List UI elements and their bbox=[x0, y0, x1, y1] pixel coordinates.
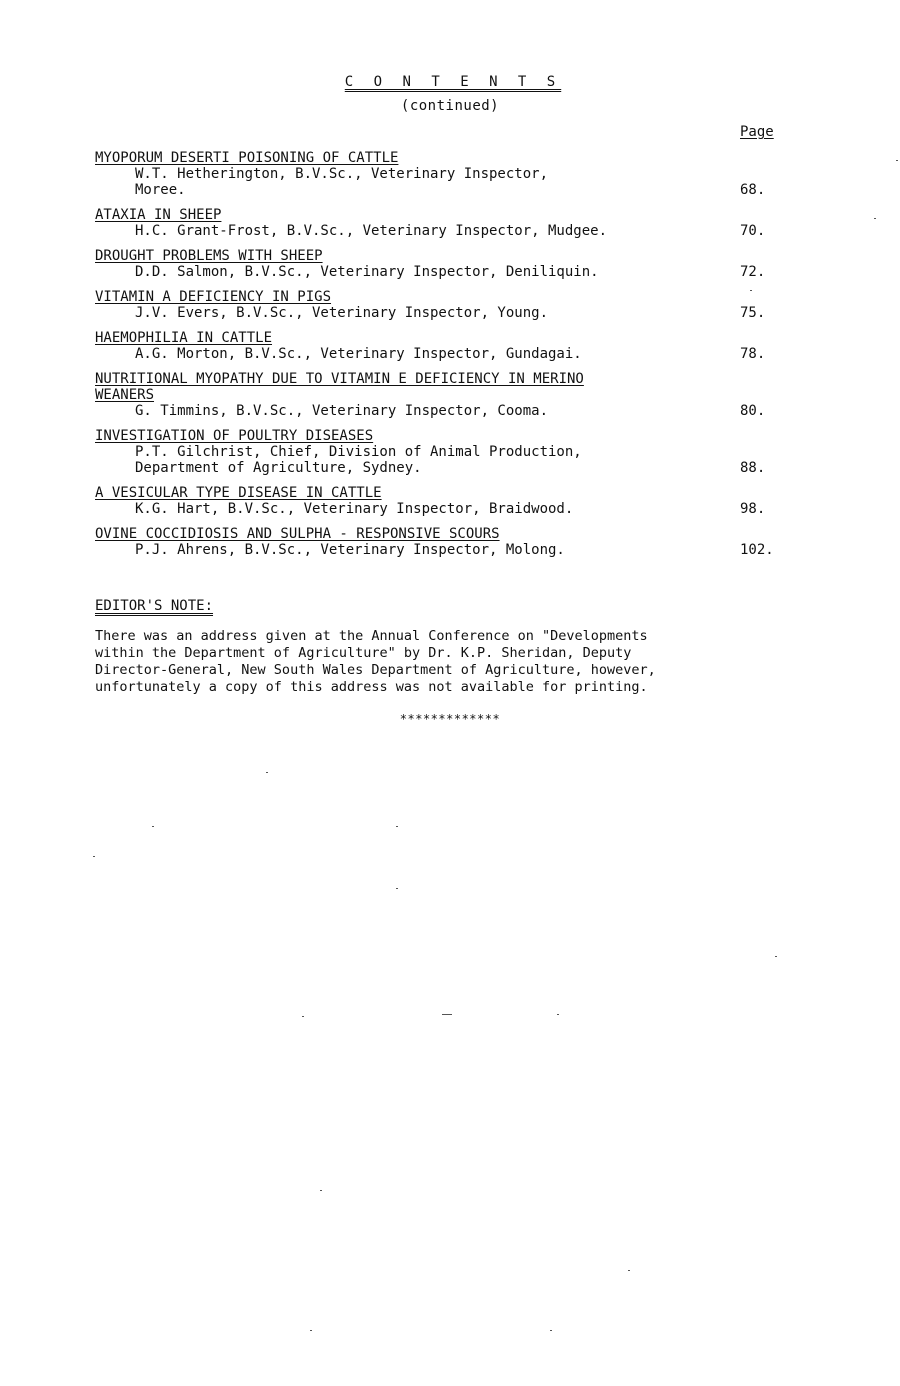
toc-entry bbox=[95, 207, 795, 239]
entry-author: H.C. Grant-Frost, B.V.Sc., Veterinary Inspector, Mudgee. bbox=[135, 223, 608, 239]
scan-speck bbox=[152, 826, 154, 827]
editor-note-text: There was an address given at the Annual Conference on "Developments within the Department of Agriculture" by Dr. K.P. Sheridan, Deputy Director-General, New South Wales Department of Agriculture, however, unfortunately a copy of this address was not available for printing. bbox=[95, 628, 656, 695]
editor-note-label: EDITOR'S NOTE: bbox=[95, 598, 214, 614]
entry-author: J.V. Evers, B.V.Sc., Veterinary Inspector, Young. bbox=[135, 305, 549, 321]
entry-page-number: 75. bbox=[740, 305, 766, 321]
entry-title: OVINE COCCIDIOSIS AND SULPHA - RESPONSIVE SCOURS bbox=[95, 526, 500, 542]
entry-page-number: 88. bbox=[740, 460, 766, 476]
entry-author: A.G. Morton, B.V.Sc., Veterinary Inspector, Gundagai. bbox=[135, 346, 582, 362]
entry-author: G. Timmins, B.V.Sc., Veterinary Inspector, Cooma. bbox=[135, 403, 549, 419]
entry-title: VITAMIN A DEFICIENCY IN PIGS bbox=[95, 289, 332, 305]
contents-title: C O N T E N T S bbox=[344, 74, 562, 90]
toc-entry bbox=[95, 248, 795, 280]
scan-speck bbox=[775, 956, 777, 957]
entry-page-number: 98. bbox=[740, 501, 766, 517]
scan-speck bbox=[93, 856, 95, 857]
entry-title: HAEMOPHILIA IN CATTLE bbox=[95, 330, 273, 346]
entry-title: A VESICULAR TYPE DISEASE IN CATTLE bbox=[95, 485, 382, 501]
scan-speck bbox=[396, 826, 398, 827]
section-divider-stars: ************* bbox=[399, 712, 501, 726]
scan-speck bbox=[396, 888, 398, 889]
toc-entry bbox=[95, 330, 795, 362]
scan-speck bbox=[896, 160, 898, 161]
entry-title: MYOPORUM DESERTI POISONING OF CATTLE bbox=[95, 150, 399, 166]
scan-speck bbox=[310, 1330, 312, 1331]
scan-speck bbox=[628, 1270, 630, 1271]
toc-entry bbox=[95, 485, 795, 517]
scan-speck bbox=[320, 1190, 322, 1191]
toc-entry bbox=[95, 526, 795, 558]
entry-page-number: 102. bbox=[740, 542, 774, 558]
entry-page-number: 72. bbox=[740, 264, 766, 280]
entry-author: W.T. Hetherington, B.V.Sc., Veterinary Inspector, Moree. bbox=[135, 166, 549, 198]
toc-entry bbox=[95, 371, 795, 419]
entry-author: P.J. Ahrens, B.V.Sc., Veterinary Inspector, Molong. bbox=[135, 542, 565, 558]
table-of-contents bbox=[95, 150, 795, 567]
toc-entry bbox=[95, 289, 795, 321]
scan-speck bbox=[874, 218, 876, 219]
scan-speck bbox=[266, 772, 268, 773]
page-column-label: Page bbox=[740, 124, 774, 140]
scan-speck bbox=[750, 290, 752, 291]
scan-speck bbox=[442, 1014, 452, 1015]
toc-entry bbox=[95, 150, 795, 198]
entry-page-number: 70. bbox=[740, 223, 766, 239]
entry-author: P.T. Gilchrist, Chief, Division of Animal Production, Department of Agriculture, Sydney. bbox=[135, 444, 582, 476]
scan-speck bbox=[557, 1014, 559, 1015]
entry-page-number: 78. bbox=[740, 346, 766, 362]
entry-page-number: 68. bbox=[740, 182, 766, 198]
entry-title: DROUGHT PROBLEMS WITH SHEEP bbox=[95, 248, 323, 264]
scan-speck bbox=[550, 1330, 552, 1331]
contents-heading bbox=[0, 74, 900, 90]
entry-page-number: 80. bbox=[740, 403, 766, 419]
scan-speck bbox=[302, 1016, 304, 1017]
entry-title: ATAXIA IN SHEEP bbox=[95, 207, 222, 223]
entry-author: D.D. Salmon, B.V.Sc., Veterinary Inspector, Deniliquin. bbox=[135, 264, 599, 280]
entry-title: INVESTIGATION OF POULTRY DISEASES bbox=[95, 428, 374, 444]
entry-author: K.G. Hart, B.V.Sc., Veterinary Inspector, Braidwood. bbox=[135, 501, 574, 517]
contents-subtitle: (continued) bbox=[400, 98, 500, 114]
toc-entry bbox=[95, 428, 795, 476]
entry-title: NUTRITIONAL MYOPATHY DUE TO VITAMIN E DEFICIENCY IN MERINO WEANERS bbox=[95, 371, 584, 403]
